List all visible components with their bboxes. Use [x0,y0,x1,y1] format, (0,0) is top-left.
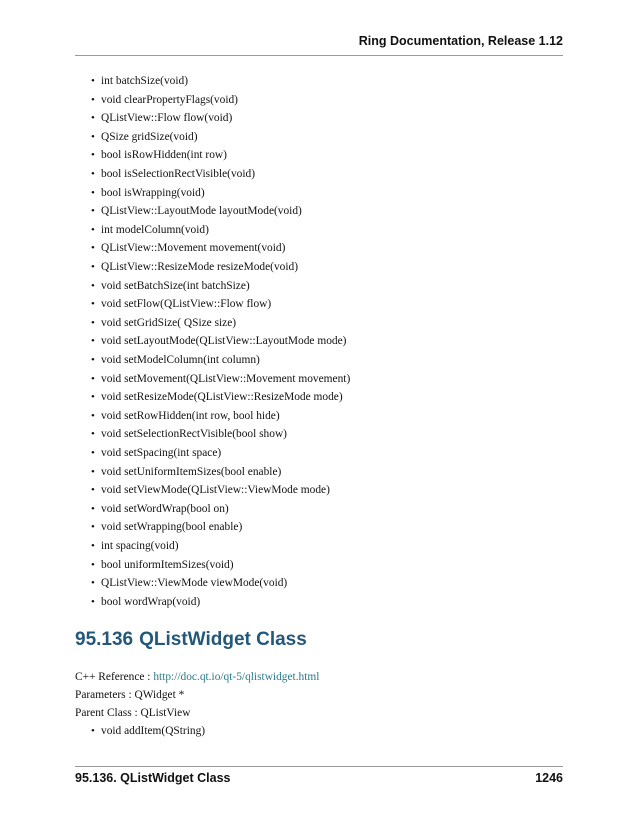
list-item [91,222,209,238]
list-item [91,426,287,442]
list-item [91,333,346,349]
section-number: 95.136 [75,629,134,650]
list-item [91,557,234,573]
list-item-text: QListView::Flow flow(void) [101,112,233,125]
list-item [91,315,236,331]
list-item-text: void setWordWrap(bool on) [101,502,229,515]
list-item [91,296,271,312]
list-item [91,110,232,126]
bullet-icon: • [91,112,95,125]
bullet-icon: • [91,149,95,162]
list-item-text: void setBatchSize(int batchSize) [101,279,250,292]
list-item-text: QListView::Movement movement(void) [101,242,286,255]
list-item [91,166,255,182]
list-item [91,371,350,387]
bullet-icon: • [91,242,95,255]
list-item-text: bool isRowHidden(int row) [101,149,227,162]
list-item [91,445,221,461]
list-item [91,538,179,554]
list-item-text: int spacing(void) [101,540,179,552]
header-divider [75,55,563,56]
bullet-icon: • [91,502,95,515]
list-item-text: void setGridSize( QSize size) [101,316,237,329]
bullet-icon: • [91,205,95,218]
bullet-icon: • [91,577,95,590]
page-header: Ring Documentation, Release 1.12 [358,34,563,48]
bullet-icon: • [91,725,95,737]
bullet-icon: • [91,558,95,571]
list-item-text: QSize gridSize(void) [101,130,198,143]
bullet-icon: • [91,298,95,311]
bullet-icon: • [91,465,95,478]
list-item-text: void setMovement(QListView::Movement movement) [101,372,351,385]
bullet-icon: • [91,409,95,422]
bullet-icon: • [91,261,95,273]
bullet-icon: • [91,316,95,329]
list-item-text: QListView::ResizeMode resizeMode(void) [101,261,299,273]
list-item [91,594,200,610]
bullet-icon: • [91,447,95,459]
bullet-icon: • [91,223,95,236]
bullet-icon: • [91,372,95,385]
list-item [91,278,250,294]
list-item-text: int modelColumn(void) [101,223,209,236]
list-item [91,408,280,424]
list-item-text: bool wordWrap(void) [101,595,201,608]
reference-label: C++ Reference : [75,671,154,683]
list-item-text: void setFlow(QListView::Flow flow) [101,298,272,311]
list-item [91,73,188,89]
list-item [91,92,238,108]
cpp-reference [75,669,319,685]
reference-link[interactable]: http://doc.qt.io/qt-5/qlistwidget.html [153,671,320,683]
bullet-icon: • [91,186,95,199]
bullet-icon: • [91,595,95,608]
list-item-text: void addItem(QString) [101,725,206,737]
parameters-line: Parameters : QWidget * [75,689,185,701]
bullet-icon: • [91,484,95,497]
list-item [91,575,287,591]
section-title-text: QListWidget Class [139,629,307,650]
list-item-text: void setModelColumn(int column) [101,354,260,366]
list-item-text: void setWrapping(bool enable) [101,521,243,534]
bullet-icon: • [91,75,95,87]
list-item-text: void clearPropertyFlags(void) [101,93,238,106]
bullet-icon: • [91,335,95,348]
list-item-text: bool isWrapping(void) [101,186,205,199]
list-item [91,482,330,498]
list-item-text: void setSelectionRectVisible(bool show) [101,428,287,441]
list-item-text: bool uniformItemSizes(void) [101,558,234,571]
list-item [91,723,205,739]
footer-divider [75,766,563,767]
bullet-icon: • [91,93,95,106]
bullet-icon: • [91,168,95,180]
bullet-icon: • [91,354,95,366]
list-item [91,501,229,517]
list-item [91,203,302,219]
list-item-text: void setResizeMode(QListView::ResizeMode mode) [101,391,343,404]
list-item [91,185,205,201]
bullet-icon: • [91,521,95,534]
list-item-text: QListView::ViewMode viewMode(void) [101,577,288,590]
bullet-icon: • [91,428,95,441]
parent-class-line: Parent Class : QListView [75,707,191,719]
list-item [91,147,227,163]
list-item-text: void setRowHidden(int row, bool hide) [101,409,280,422]
list-item [91,352,260,368]
list-item-text: void setViewMode(QListView::ViewMode mode) [101,484,330,497]
list-item [91,129,197,145]
list-item-text: int batchSize(void) [101,75,188,87]
list-item [91,464,281,480]
list-item-text: void setSpacing(int space) [101,447,222,459]
list-item-text: QListView::LayoutMode layoutMode(void) [101,205,302,218]
footer-section-label: 95.136. QListWidget Class [75,771,231,785]
list-item [91,240,285,256]
bullet-icon: • [91,391,95,404]
page-number: 1246 [535,771,563,785]
list-item [91,259,298,275]
list-item-text: void setUniformItemSizes(bool enable) [101,465,282,478]
bullet-icon: • [91,540,95,552]
bullet-icon: • [91,279,95,292]
list-item [91,519,242,535]
list-item [91,389,343,405]
section-heading [75,629,307,651]
bullet-icon: • [91,130,95,143]
list-item-text: bool isSelectionRectVisible(void) [101,168,256,180]
list-item-text: void setLayoutMode(QListView::LayoutMode mode) [101,335,347,348]
